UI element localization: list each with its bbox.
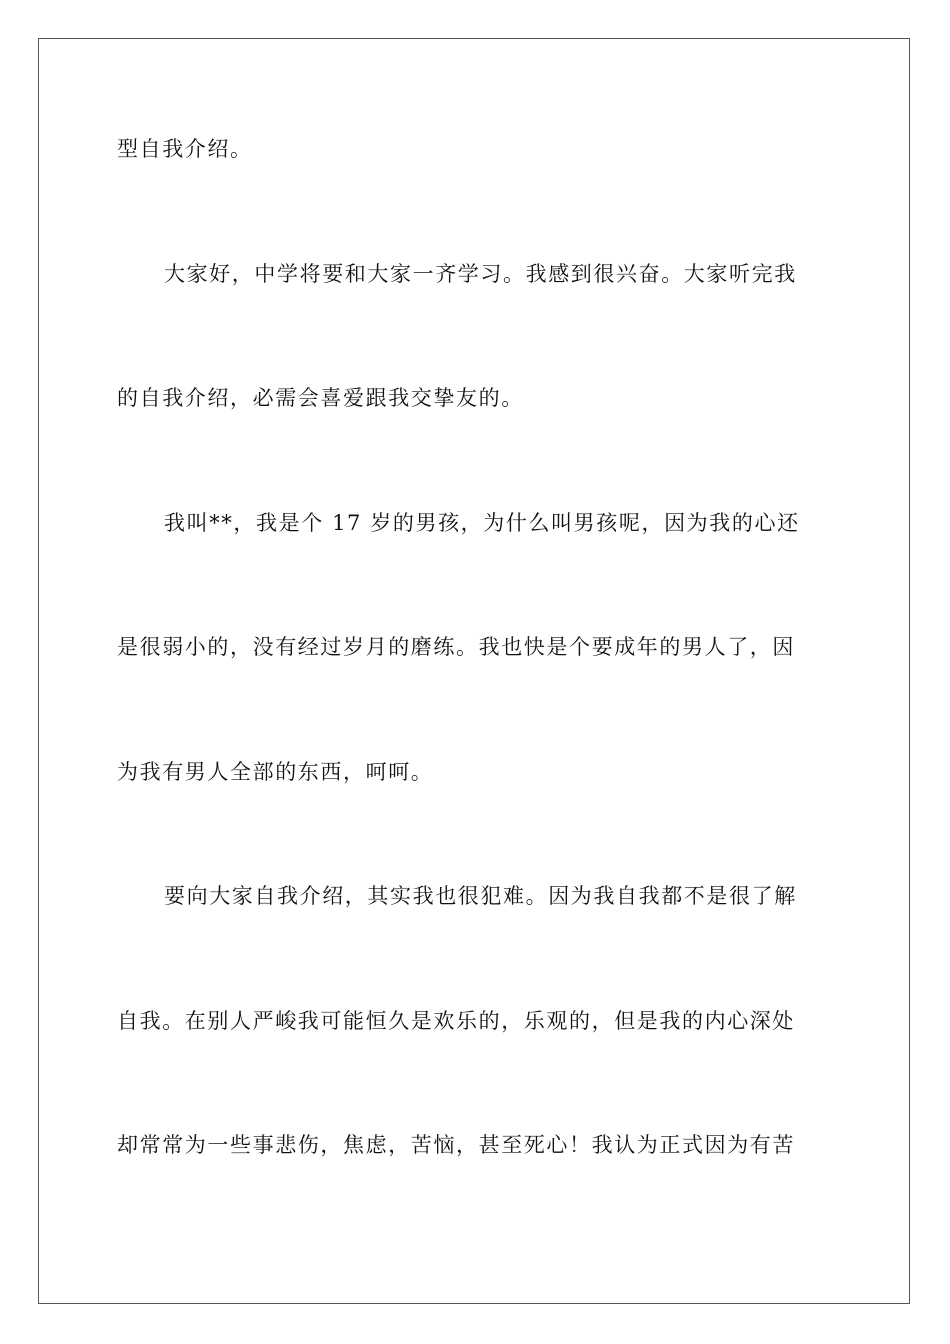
paragraph-2-line-3: 为我有男人全部的东西，呵呵。	[117, 760, 434, 784]
paragraph-2-line-2: 是很弱小的，没有经过岁月的磨练。我也快是个要成年的男人了，因	[117, 635, 795, 659]
paragraph-2-line-1: 我叫**，我是个 17 岁的男孩，为什么叫男孩呢，因为我的心还	[164, 511, 800, 535]
paragraph-1-line-2: 的自我介绍，必需会喜爱跟我交挚友的。	[117, 386, 524, 410]
paragraph-3-line-2: 自我。在别人严峻我可能恒久是欢乐的，乐观的，但是我的内心深处	[117, 1009, 795, 1033]
paragraph-1-line-1: 大家好，中学将要和大家一齐学习。我感到很兴奋。大家听完我	[164, 262, 797, 286]
page-border	[38, 38, 910, 1304]
paragraph-3-line-3: 却常常为一些事悲伤，焦虑，苦恼，甚至死心！我认为正式因为有苦	[117, 1133, 795, 1157]
text-line-1: 型自我介绍。	[117, 137, 253, 161]
paragraph-3-line-1: 要向大家自我介绍，其实我也很犯难。因为我自我都不是很了解	[164, 884, 797, 908]
